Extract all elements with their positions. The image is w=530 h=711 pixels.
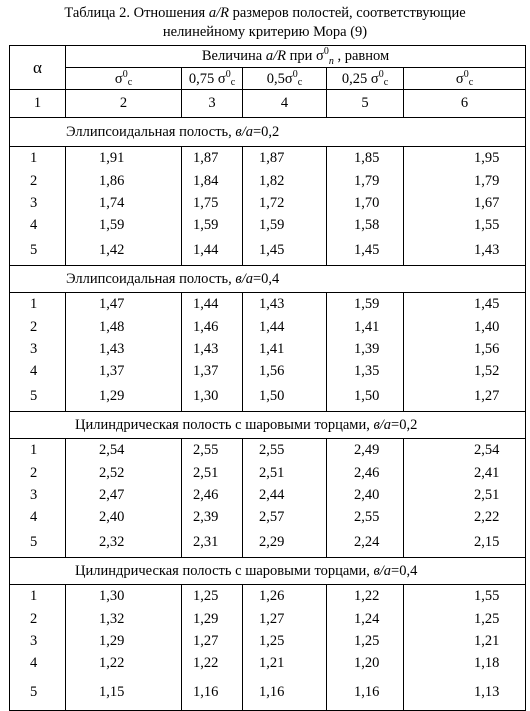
value-cell: 1,37 xyxy=(182,361,243,383)
section-header-row xyxy=(10,412,526,439)
value-cell: 1,59 xyxy=(182,215,243,237)
value-cell: 1,91 xyxy=(66,147,182,171)
table-row xyxy=(10,383,526,412)
value-cell: 1,59 xyxy=(243,215,327,237)
row-alpha-cell: 3 xyxy=(10,193,66,215)
value-cell: 1,52 xyxy=(404,361,526,383)
value-cell: 1,74 xyxy=(66,193,182,215)
col-header-6: $\sigma^0_c$ xyxy=(404,68,526,90)
data-table xyxy=(9,45,526,711)
row-alpha-cell: 4 xyxy=(10,507,66,529)
value-cell: 2,40 xyxy=(327,485,404,507)
value-cell: 1,40 xyxy=(404,317,526,339)
value-cell: 1,29 xyxy=(182,609,243,631)
value-cell: 1,27 xyxy=(243,609,327,631)
row-alpha-cell: 2 xyxy=(10,317,66,339)
section-title: Цилиндрическая полость с шаровыми торцами, в/а=0,2 xyxy=(10,412,526,439)
value-cell: 2,31 xyxy=(182,529,243,558)
value-cell: 1,79 xyxy=(327,171,404,193)
value-cell: 2,54 xyxy=(66,439,182,463)
value-cell: 1,26 xyxy=(243,585,327,609)
value-cell: 1,43 xyxy=(404,237,526,266)
value-cell: 1,55 xyxy=(404,585,526,609)
value-cell: 2,22 xyxy=(404,507,526,529)
row-alpha-cell: 5 xyxy=(10,237,66,266)
value-cell: 1,50 xyxy=(243,383,327,412)
value-cell: 1,95 xyxy=(404,147,526,171)
row-alpha-cell: 2 xyxy=(10,171,66,193)
value-cell: 1,75 xyxy=(182,193,243,215)
caption-line-2: нелинейному критерию Мора (9) xyxy=(162,24,368,40)
value-cell: 1,43 xyxy=(243,293,327,317)
value-cell: 1,70 xyxy=(327,193,404,215)
value-cell: 2,40 xyxy=(66,507,182,529)
col-header-3: 0,75 $\sigma^0_c$ xyxy=(182,68,243,90)
value-cell: 1,32 xyxy=(66,609,182,631)
value-cell: 1,21 xyxy=(243,653,327,675)
table-caption xyxy=(0,4,530,42)
value-cell: 1,85 xyxy=(327,147,404,171)
value-cell: 1,30 xyxy=(182,383,243,412)
value-cell: 2,51 xyxy=(243,463,327,485)
row-alpha-cell: 4 xyxy=(10,215,66,237)
value-cell: 2,55 xyxy=(327,507,404,529)
value-cell: 1,37 xyxy=(66,361,182,383)
table-row xyxy=(10,339,526,361)
value-cell: 1,55 xyxy=(404,215,526,237)
value-cell: 2,46 xyxy=(327,463,404,485)
value-cell: 2,54 xyxy=(404,439,526,463)
value-cell: 1,22 xyxy=(66,653,182,675)
group-header: Величина a/R при $\sigma^0_n$ , равном xyxy=(66,46,526,68)
value-cell: 1,41 xyxy=(327,317,404,339)
value-cell: 2,15 xyxy=(404,529,526,558)
value-cell: 1,58 xyxy=(327,215,404,237)
value-cell: 2,52 xyxy=(66,463,182,485)
row-alpha-cell: 5 xyxy=(10,383,66,412)
section-header-row xyxy=(10,118,526,147)
value-cell: 1,27 xyxy=(182,631,243,653)
section-header-row xyxy=(10,266,526,293)
value-cell: 1,44 xyxy=(182,237,243,266)
value-cell: 1,27 xyxy=(404,383,526,412)
value-cell: 1,43 xyxy=(182,339,243,361)
row-alpha-cell: 3 xyxy=(10,631,66,653)
section-title: Эллипсоидальная полость, в/а=0,2 xyxy=(10,118,526,147)
table-row xyxy=(10,293,526,317)
value-cell: 1,44 xyxy=(243,317,327,339)
value-cell: 1,45 xyxy=(327,237,404,266)
value-cell: 1,39 xyxy=(327,339,404,361)
value-cell: 1,59 xyxy=(66,215,182,237)
col-header-4: $0,5\sigma^0_c$ xyxy=(243,68,327,90)
value-cell: 1,25 xyxy=(327,631,404,653)
value-cell: 1,25 xyxy=(182,585,243,609)
value-cell: 2,47 xyxy=(66,485,182,507)
value-cell: 2,49 xyxy=(327,439,404,463)
table-row xyxy=(10,317,526,339)
row-alpha-cell: 2 xyxy=(10,463,66,485)
table-row xyxy=(10,675,526,711)
value-cell: 2,24 xyxy=(327,529,404,558)
section-title: Эллипсоидальная полость, в/а=0,4 xyxy=(10,266,526,293)
value-cell: 1,22 xyxy=(327,585,404,609)
table-row xyxy=(10,507,526,529)
section-header-row xyxy=(10,558,526,585)
value-cell: 1,21 xyxy=(404,631,526,653)
col-number-3: 3 xyxy=(182,90,243,118)
value-cell: 1,25 xyxy=(243,631,327,653)
value-cell: 1,84 xyxy=(182,171,243,193)
value-cell: 1,72 xyxy=(243,193,327,215)
col-number-6: 6 xyxy=(404,90,526,118)
row-alpha-cell: 3 xyxy=(10,485,66,507)
row-alpha-cell: 1 xyxy=(10,293,66,317)
value-cell: 1,56 xyxy=(404,339,526,361)
value-cell: 2,29 xyxy=(243,529,327,558)
table-row xyxy=(10,653,526,675)
col-number-4: 4 xyxy=(243,90,327,118)
value-cell: 1,20 xyxy=(327,653,404,675)
table-row xyxy=(10,529,526,558)
value-cell: 1,29 xyxy=(66,383,182,412)
value-cell: 1,48 xyxy=(66,317,182,339)
value-cell: 1,16 xyxy=(182,675,243,711)
table-row xyxy=(10,215,526,237)
value-cell: 1,56 xyxy=(243,361,327,383)
value-cell: 2,57 xyxy=(243,507,327,529)
value-cell: 1,22 xyxy=(182,653,243,675)
row-alpha-cell: 4 xyxy=(10,361,66,383)
value-cell: 1,15 xyxy=(66,675,182,711)
table-row xyxy=(10,193,526,215)
row-alpha-cell: 1 xyxy=(10,585,66,609)
table-row xyxy=(10,361,526,383)
value-cell: 1,47 xyxy=(66,293,182,317)
value-cell: 1,67 xyxy=(404,193,526,215)
value-cell: 2,46 xyxy=(182,485,243,507)
value-cell: 1,46 xyxy=(182,317,243,339)
section-title: Цилиндрическая полость с шаровыми торцами, в/а=0,4 xyxy=(10,558,526,585)
table-row xyxy=(10,147,526,171)
value-cell: 1,79 xyxy=(404,171,526,193)
table-row xyxy=(10,237,526,266)
value-cell: 1,16 xyxy=(243,675,327,711)
value-cell: 1,42 xyxy=(66,237,182,266)
row-alpha-cell: 1 xyxy=(10,147,66,171)
table-row xyxy=(10,485,526,507)
table-row xyxy=(10,631,526,653)
value-cell: 1,45 xyxy=(404,293,526,317)
value-cell: 2,55 xyxy=(182,439,243,463)
value-cell: 1,50 xyxy=(327,383,404,412)
value-cell: 2,41 xyxy=(404,463,526,485)
row-alpha-cell: 2 xyxy=(10,609,66,631)
value-cell: 2,55 xyxy=(243,439,327,463)
value-cell: 2,51 xyxy=(404,485,526,507)
value-cell: 1,45 xyxy=(243,237,327,266)
col-number-5: 5 xyxy=(327,90,404,118)
table-row xyxy=(10,585,526,609)
value-cell: 1,44 xyxy=(182,293,243,317)
row-alpha-cell: 5 xyxy=(10,529,66,558)
col-number-1: 1 xyxy=(10,90,66,118)
value-cell: 2,39 xyxy=(182,507,243,529)
value-cell: 1,41 xyxy=(243,339,327,361)
value-cell: 1,18 xyxy=(404,653,526,675)
value-cell: 2,44 xyxy=(243,485,327,507)
value-cell: 1,82 xyxy=(243,171,327,193)
row-alpha-cell: 1 xyxy=(10,439,66,463)
value-cell: 1,29 xyxy=(66,631,182,653)
value-cell: 2,51 xyxy=(182,463,243,485)
row-alpha-cell: 4 xyxy=(10,653,66,675)
table-row xyxy=(10,439,526,463)
value-cell: 1,25 xyxy=(404,609,526,631)
table-row xyxy=(10,171,526,193)
value-cell: 1,35 xyxy=(327,361,404,383)
col-number-2: 2 xyxy=(66,90,182,118)
value-cell: 1,16 xyxy=(327,675,404,711)
value-cell: 1,30 xyxy=(66,585,182,609)
row-alpha-cell: 5 xyxy=(10,675,66,711)
table-row xyxy=(10,609,526,631)
row-alpha-cell: 3 xyxy=(10,339,66,361)
value-cell: 1,13 xyxy=(404,675,526,711)
alpha-header: α xyxy=(10,46,66,90)
value-cell: 1,59 xyxy=(327,293,404,317)
value-cell: 1,86 xyxy=(66,171,182,193)
value-cell: 1,87 xyxy=(243,147,327,171)
table-row xyxy=(10,463,526,485)
value-cell: 1,87 xyxy=(182,147,243,171)
value-cell: 1,43 xyxy=(66,339,182,361)
col-header-5: 0,25 $\sigma^0_c$ xyxy=(327,68,404,90)
caption-line-1: Таблица 2. Отношения a/R размеров полостей, соответствующие xyxy=(64,5,466,21)
value-cell: 1,24 xyxy=(327,609,404,631)
value-cell: 2,32 xyxy=(66,529,182,558)
col-header-2: $\sigma^0_c$ xyxy=(66,68,182,90)
